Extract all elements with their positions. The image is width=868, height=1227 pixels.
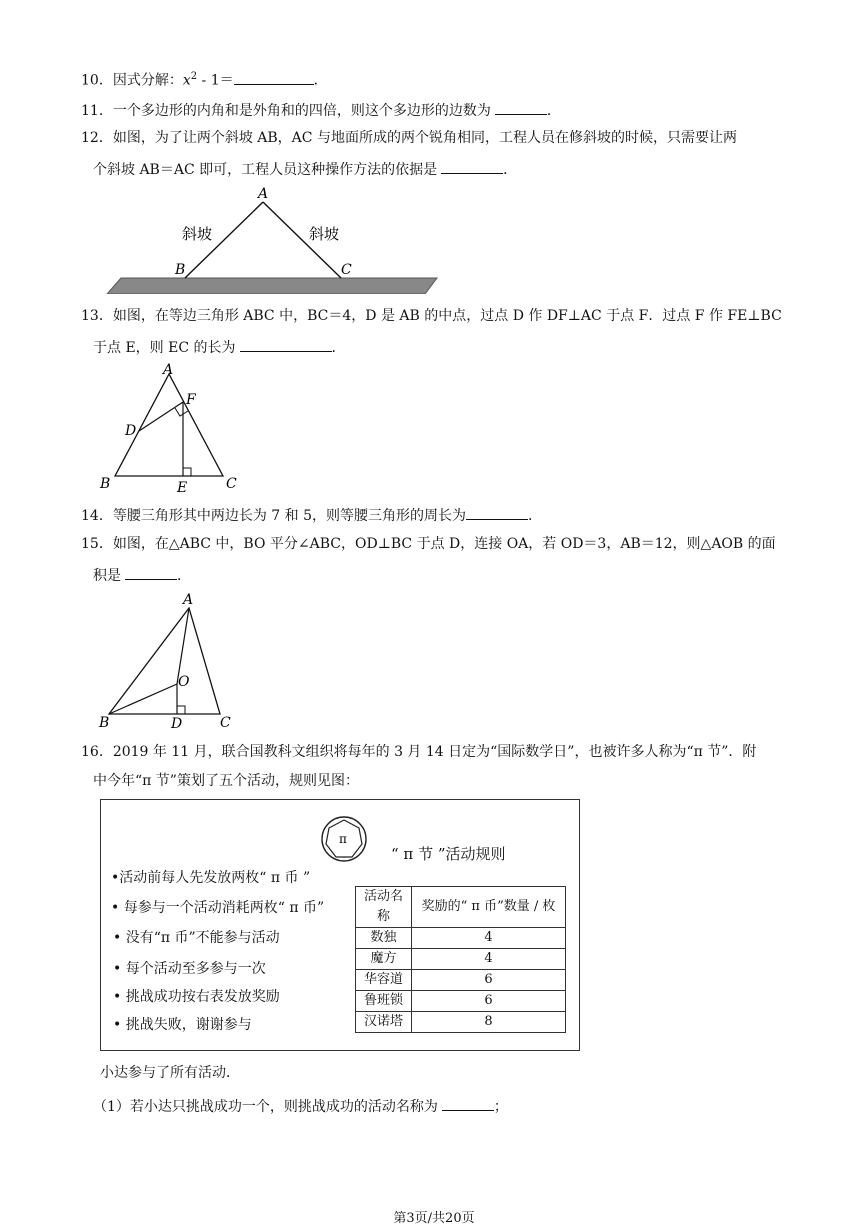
table-row <box>356 970 566 991</box>
question-text: 如图，在等边三角形 ABC 中，BC＝4，D 是 AB 的中点，过点 D 作 DF⊥AC 于点 F．过点 F 作 FE⊥BC <box>112 308 782 324</box>
question-number: 15． <box>81 536 113 552</box>
right-angle-e <box>183 468 191 476</box>
reward-value: 4 <box>412 928 566 949</box>
question-12-line2 <box>93 159 517 179</box>
label-b: B <box>99 715 110 730</box>
question-13-line2 <box>93 337 346 357</box>
answer-blank[interactable] <box>495 100 547 115</box>
rule-item: • 挑战失败，谢谢参与 <box>113 1017 252 1033</box>
rule-item: • 每个活动至多参与一次 <box>113 961 266 977</box>
label-b: B <box>175 262 186 278</box>
reward-value: 4 <box>412 949 566 970</box>
question-number: 16． <box>81 744 113 760</box>
rules-title: “ π 节 ”活动规则 <box>391 845 506 863</box>
segment-bo <box>109 684 177 714</box>
reward-value: 6 <box>412 970 566 991</box>
question-number: 10． <box>81 72 113 89</box>
question-text: 2019 年 11 月，联合国教科文组织将每年的 3 月 14 日定为“国际数学日”，也被许多人称为“π 节”．附 <box>112 744 757 760</box>
question-text: 个斜坡 AB＝AC 即可，工程人员这种操作方法的依据是 <box>93 162 438 178</box>
question-text: （1）若小达只挑战成功一个，则挑战成功的活动名称为 <box>93 1099 438 1115</box>
label-c: C <box>341 262 352 278</box>
rule-item: • 每参与一个活动消耗两枚“ π 币” <box>111 900 325 916</box>
question-end: ． <box>528 508 542 524</box>
question-text: 中今年“π 节”策划了五个活动，规则见图： <box>93 773 359 789</box>
table-row <box>356 949 566 970</box>
question-10 <box>81 68 328 90</box>
pi-logo-icon <box>319 814 369 864</box>
question-16-line1 <box>81 743 756 761</box>
reward-table <box>355 886 566 1033</box>
question-15-line1 <box>81 535 776 553</box>
label-f: F <box>186 392 196 408</box>
segment-oa <box>177 608 189 684</box>
question-16-sub1 <box>93 1096 508 1116</box>
label-left-slope: 斜坡 <box>182 225 213 243</box>
answer-blank[interactable] <box>240 337 332 352</box>
table-row <box>356 928 566 949</box>
activity-name: 魔方 <box>356 949 412 970</box>
answer-blank[interactable] <box>234 70 314 85</box>
label-right-slope: 斜坡 <box>309 225 340 243</box>
page-footer: 第3页/共20页 <box>393 1211 475 1226</box>
question-text: 因式分解： <box>112 72 183 89</box>
answer-blank[interactable] <box>442 1096 494 1111</box>
pi-logo-symbol: π <box>339 832 347 846</box>
angle-bisector-figure <box>95 590 245 730</box>
label-b: B <box>100 476 111 492</box>
label-o: O <box>178 674 190 690</box>
question-text: 等腰三角形其中两边长为 7 和 5，则等腰三角形的周长为 <box>112 508 466 524</box>
label-a: A <box>258 186 269 202</box>
right-angle-f <box>175 408 188 416</box>
label-c: C <box>220 715 231 730</box>
question-text: 小达参与了所有活动． <box>100 1065 240 1081</box>
activity-name: 数独 <box>356 928 412 949</box>
question-end: ． <box>503 162 518 178</box>
pi-day-rules-box <box>100 799 580 1051</box>
header-activity-name: 活动名称 <box>356 887 412 928</box>
table-row <box>356 991 566 1012</box>
question-16-after <box>100 1064 240 1082</box>
question-end: ． <box>546 103 561 119</box>
expr-exponent: 2 <box>190 71 198 82</box>
reward-value: 6 <box>412 991 566 1012</box>
question-14 <box>81 505 542 525</box>
question-text: 如图，为了让两个斜坡 AB，AC 与地面所成的两个锐角相同，工程人员在修斜坡的时候，只需要让两 <box>112 130 737 146</box>
table-row <box>356 1012 566 1033</box>
answer-blank[interactable] <box>466 505 528 520</box>
activity-name: 汉诺塔 <box>356 1012 412 1033</box>
rule-item: • 挑战成功按右表发放奖励 <box>113 989 280 1005</box>
question-15-line2 <box>93 565 191 585</box>
label-e: E <box>177 480 188 495</box>
label-a: A <box>183 592 194 608</box>
triangle-abc <box>109 608 220 714</box>
question-end: ； <box>493 1099 508 1115</box>
question-text: 如图，在△ABC 中，BO 平分∠ABC，OD⊥BC 于点 D，连接 OA，若 OD＝3，AB＝12，则△AOB 的面 <box>112 536 776 552</box>
segment-df <box>139 402 183 431</box>
question-number: 11． <box>81 103 113 119</box>
label-a: A <box>163 362 174 378</box>
label-d: D <box>125 423 137 439</box>
activity-name: 鲁班锁 <box>356 991 412 1012</box>
answer-blank[interactable] <box>125 565 177 580</box>
question-16-line2 <box>93 772 359 790</box>
label-d: D <box>171 716 183 730</box>
question-text: 积是 <box>93 568 121 584</box>
slope-figure <box>95 182 445 294</box>
question-12-line1 <box>81 129 737 147</box>
rule-item: •活动前每人先发放两枚“ π 币 ” <box>111 870 311 886</box>
label-c: C <box>226 476 237 492</box>
question-number: 12． <box>81 130 113 146</box>
answer-blank[interactable] <box>441 159 503 174</box>
question-text: 于点 E，则 EC 的长为 <box>93 340 236 356</box>
equilateral-triangle-figure <box>95 360 245 495</box>
question-number: 13． <box>81 308 113 324</box>
question-end: ． <box>313 72 328 89</box>
expr-variable: x <box>182 72 191 89</box>
table-header-row <box>356 887 566 928</box>
expr-rest: - 1＝ <box>197 72 234 89</box>
question-number: 14． <box>81 508 113 524</box>
question-text: 一个多边形的内角和是外角和的四倍，则这个多边形的边数为 <box>112 103 491 119</box>
question-11 <box>81 100 561 120</box>
header-reward-count: 奖励的“ π 币”数量 / 枚 <box>412 887 566 928</box>
activity-name: 华容道 <box>356 970 412 991</box>
question-end: ． <box>177 568 191 584</box>
question-13-line1 <box>81 307 782 325</box>
question-end: ． <box>331 340 346 356</box>
rule-item: • 没有“π 币”不能参与活动 <box>113 930 280 946</box>
reward-value: 8 <box>412 1012 566 1033</box>
ground-shade <box>107 278 437 294</box>
right-angle-d <box>177 706 185 714</box>
